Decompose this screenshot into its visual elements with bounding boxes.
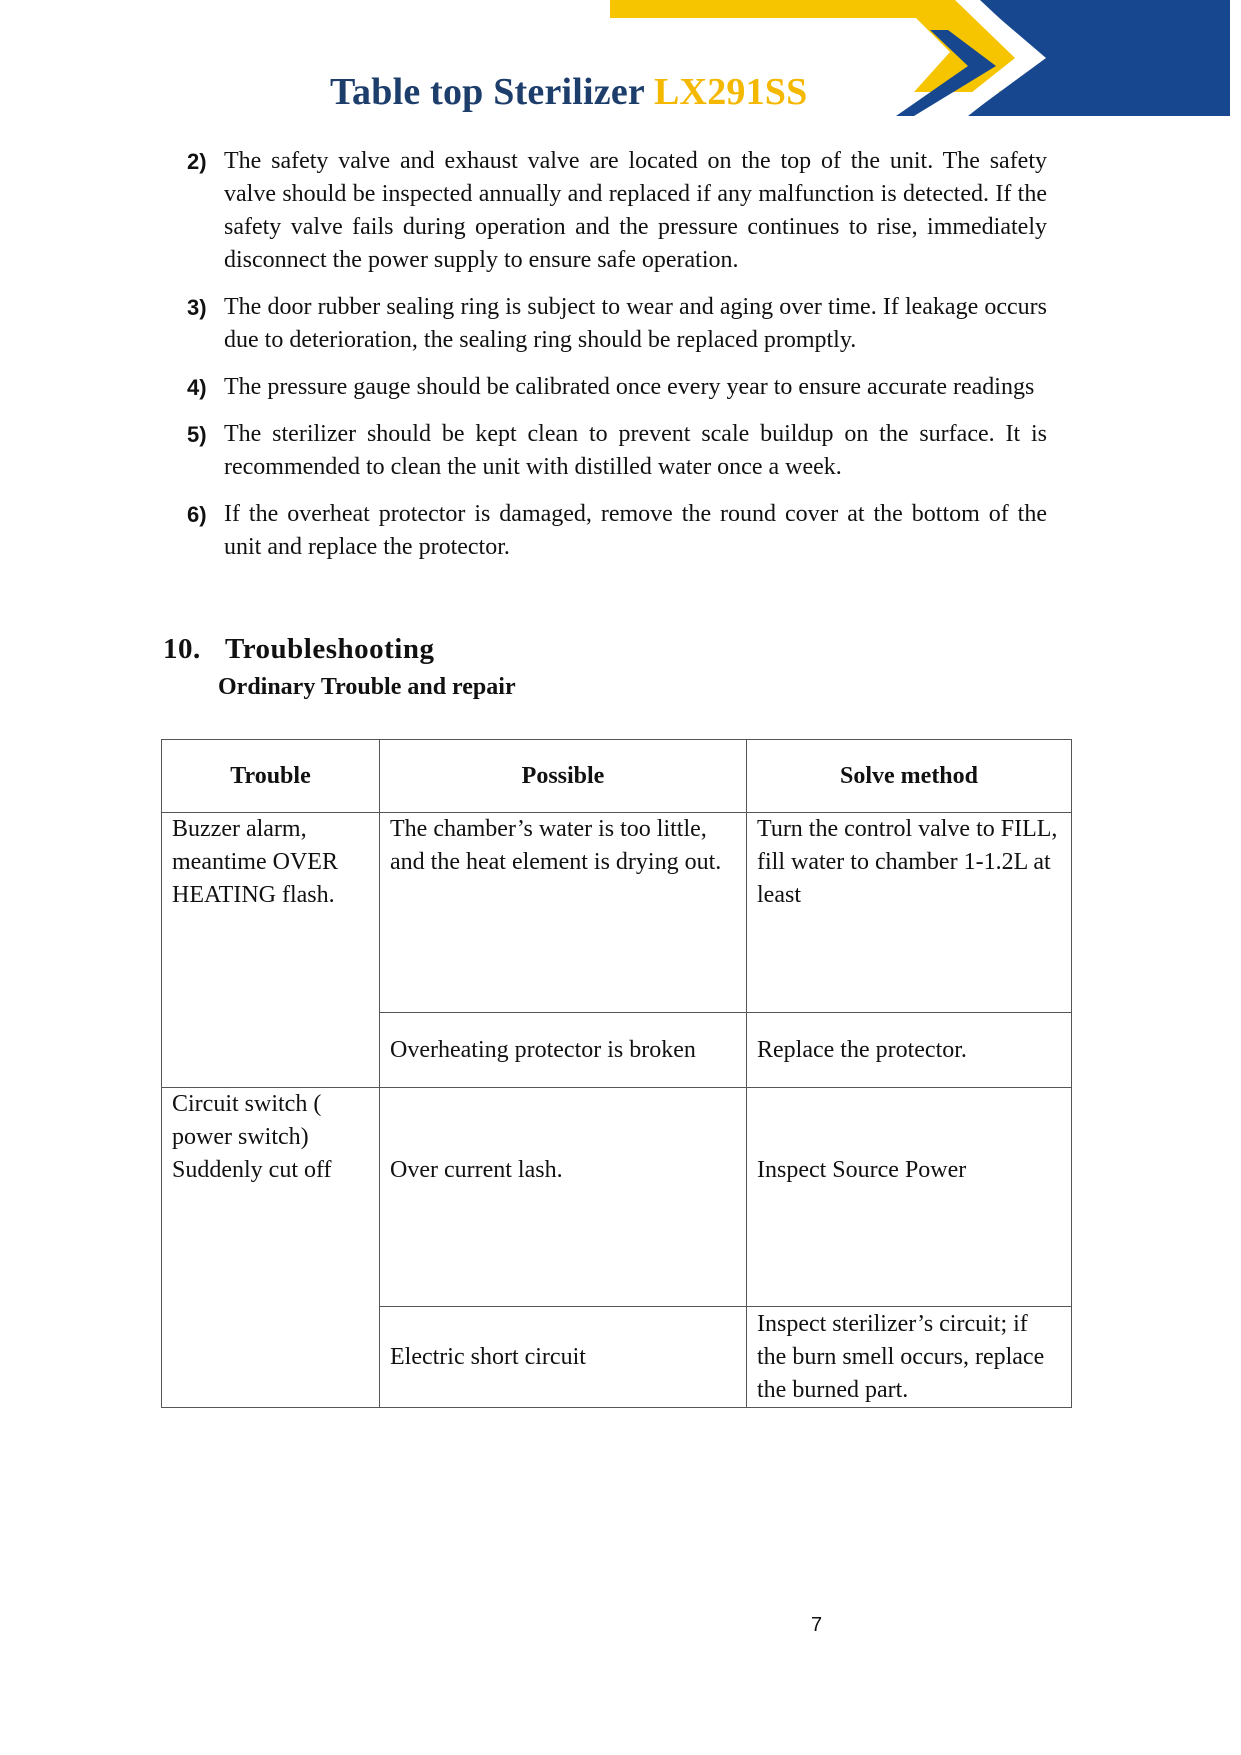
list-item-number: 4) xyxy=(187,375,207,400)
possible-cause-cell: Electric short circuit xyxy=(380,1307,747,1408)
solve-method-cell: Inspect Source Power xyxy=(747,1088,1072,1307)
list-item xyxy=(180,371,1047,404)
possible-cause-cell: Overheating protector is broken xyxy=(380,1013,747,1088)
list-item-text: The safety valve and exhaust valve are located on the top of the unit. The safety valve should be inspected annually and replaced if any malfunction is detected. If the safety valve fails during operation and the pressure continues to rise, immediately disconnect the power supply to ensure safe operation. xyxy=(224,148,1047,273)
section-number: 10. xyxy=(163,633,201,665)
document-title-main: Table top Sterilizer xyxy=(330,71,655,113)
possible-cause-cell: Over current lash. xyxy=(380,1088,747,1307)
trouble-cell: Buzzer alarm, meantime OVER HEATING flash. xyxy=(162,813,380,1088)
list-item-number: 2) xyxy=(187,149,207,174)
list-item-text: If the overheat protector is damaged, remove the round cover at the bottom of the unit and replace the protector. xyxy=(224,501,1047,560)
column-header-solve-method: Solve method xyxy=(747,740,1072,813)
maintenance-list xyxy=(180,145,1047,578)
possible-cause-cell: The chamber’s water is too little, and the heat element is drying out. xyxy=(380,813,747,1013)
solve-method-cell: Replace the protector. xyxy=(747,1013,1072,1088)
list-item-text: The door rubber sealing ring is subject to wear and aging over time. If leakage occurs due to deterioration, the sealing ring should be replaced promptly. xyxy=(224,294,1047,353)
list-item-number: 6) xyxy=(187,502,207,527)
table-row xyxy=(162,1088,1072,1307)
list-item-text: The pressure gauge should be calibrated once every year to ensure accurate readings xyxy=(224,374,1035,400)
solve-method-cell: Turn the control valve to FILL, fill water to chamber 1-1.2L at least xyxy=(747,813,1072,1013)
list-item xyxy=(180,145,1047,277)
page-number: 7 xyxy=(811,1614,823,1636)
column-header-trouble: Trouble xyxy=(162,740,380,813)
list-item-number: 5) xyxy=(187,422,207,447)
document-title-model: LX291SS xyxy=(654,71,808,113)
section-subtitle: Ordinary Trouble and repair xyxy=(218,674,516,700)
section-title: Troubleshooting xyxy=(225,633,435,665)
list-item xyxy=(180,498,1047,564)
list-item-number: 3) xyxy=(187,295,207,320)
document-title xyxy=(330,70,807,114)
solve-method-cell: Inspect sterilizer’s circuit; if the burn smell occurs, replace the burned part. xyxy=(747,1307,1072,1408)
list-item-text: The sterilizer should be kept clean to prevent scale buildup on the surface. It is recommended to clean the unit with distilled water once a week. xyxy=(224,421,1047,480)
table-row xyxy=(162,813,1072,1013)
troubleshooting-table xyxy=(161,739,1072,1408)
table-header-row xyxy=(162,740,1072,813)
trouble-cell: Circuit switch ( power switch) Suddenly cut off xyxy=(162,1088,380,1408)
column-header-possible: Possible xyxy=(380,740,747,813)
list-item xyxy=(180,418,1047,484)
list-item xyxy=(180,291,1047,357)
section-heading xyxy=(163,633,434,666)
